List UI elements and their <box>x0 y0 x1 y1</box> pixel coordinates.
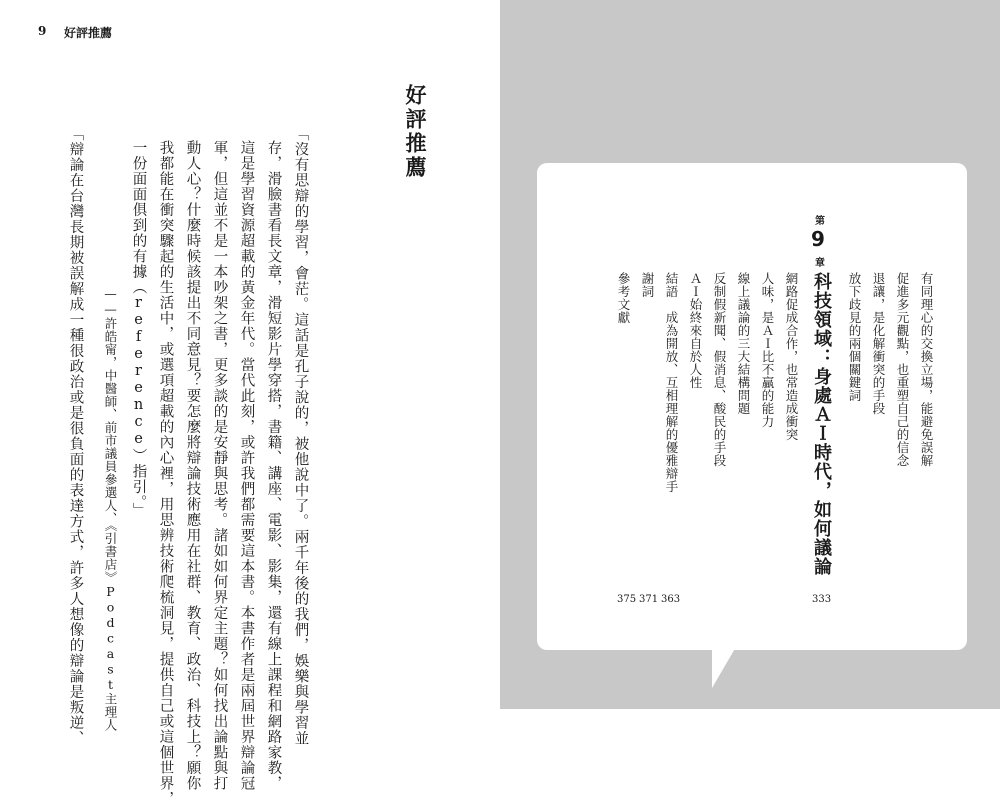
toc-item: 退讓，是化解衝突的手段 <box>871 272 886 415</box>
quote1-line: 動人心？什麼時候該提出不同意見？要怎麼將辯論技術應用在社群、教育、政治、科技上？願你 <box>184 140 201 791</box>
toc-subitem: 反制假新聞、假消息、酸民的手段 <box>712 272 727 467</box>
chapter-title: 科技領域：身處ＡＩ時代，如何議論 <box>811 272 832 576</box>
toc-backmatter-acknowledgments: 謝詞 <box>640 272 655 298</box>
chapter-page: 333 <box>812 594 832 605</box>
toc-subitem: 網路促成合作，也常造成衝突 <box>784 272 799 441</box>
toc-backmatter-references: 參考文獻 <box>616 272 631 324</box>
chapter-label-bottom: 章 <box>815 258 825 269</box>
quote1-line: 「沒有思辯的學習，會茫。這話是孔子說的，被他說中了。兩千年後的我們，娛樂與學習並 <box>292 126 309 746</box>
chapter-number: 9 <box>811 227 825 251</box>
acknowledgments-page: 371 <box>639 594 659 605</box>
toc-subitem: ＡＩ始終來自於人性 <box>688 272 703 389</box>
conclusion-page: 363 <box>661 594 681 605</box>
quote1-line: 軍，但這並不是一本吵架之書，更多談的是安靜與思考。諸如如何界定主題？如何找出論點與打 <box>211 140 228 791</box>
page-number: 9 <box>38 24 47 38</box>
quote1-line: 一份面面俱到的有據（reference）指引。」 <box>130 140 147 519</box>
quote1-line: 存，滑臉書看長文章，滑短影片學穿搭，書籍、講座、電影、影集，還有線上課程和網路家教， <box>265 140 282 791</box>
references-page: 375 <box>617 594 637 605</box>
section-title: 好評推薦 <box>403 84 427 180</box>
toc-subitem: 人味，是ＡＩ比不贏的能力 <box>760 272 775 428</box>
toc-item: 有同理心的交換立場，能避免誤解 <box>919 272 934 467</box>
speech-bubble-tail <box>712 640 740 688</box>
quote1-line: 這是學習資源超載的黃金年代。當代此刻，或許我們都需要這本書。本書作者是兩屆世界辯論冠 <box>238 140 255 791</box>
toc-item: 促進多元觀點，也重塑自己的信念 <box>895 272 910 467</box>
chapter-label-top: 第 <box>815 216 825 227</box>
toc-subitem: 線上議論的三大結構問題 <box>736 272 751 415</box>
quote1-attribution: ——許皓甯，中醫師、前市議員參選人、《引書店》Podcast主理人 <box>103 286 118 732</box>
toc-item: 放下歧見的兩個關鍵詞 <box>847 272 862 402</box>
toc-backmatter-conclusion: 結語 成為開放、互相理解的優雅辯手 <box>664 272 679 493</box>
quote2-line: 「辯論在台灣長期被誤解成一種很政治或是很負面的表達方式，許多人想像的辯論是叛逆、 <box>67 126 84 746</box>
running-head: 好評推薦 <box>64 26 113 40</box>
quote1-line: 我都能在衝突驟起的生活中，或選項超載的內心裡，用思辨技術爬梳洞見，提供自己或這個世界， <box>157 140 174 807</box>
